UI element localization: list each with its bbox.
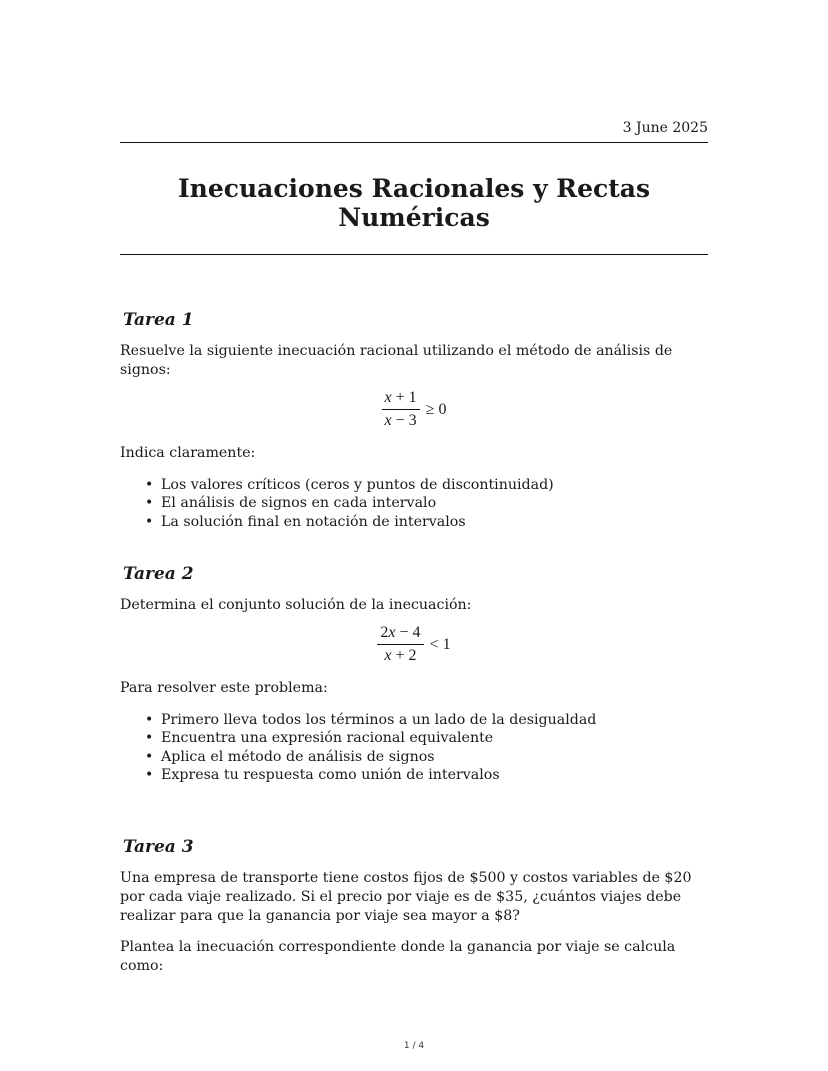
task-2-relation: < 1 (429, 635, 451, 653)
list-item: • Expresa tu respuesta como unión de intervalos (161, 766, 708, 784)
task-1-fraction (382, 389, 420, 430)
document-date: 3 June 2025 (622, 120, 708, 136)
task-2-denominator: x + 2 (384, 647, 417, 664)
task-2-heading: Tarea 2 (123, 564, 194, 584)
task-1-bullet-list (120, 476, 708, 531)
task-1-intro: Resuelve la siguiente inecuación racional utilizando el método de análisis de signos: (120, 343, 673, 378)
task-1-relation: ≥ 0 (425, 400, 447, 418)
task-3-heading: Tarea 3 (123, 837, 194, 857)
task-2-prompt: Para resolver este problema: (120, 680, 328, 696)
task-1-inequality (120, 389, 708, 430)
task-3-problem-text: Una empresa de transporte tiene costos fijos de $500 y costos variables de $20 por cada viaje realizado. Si el precio por viaje es de $35, ¿cuántos viajes debe realizar para que la ganancia por viaje sea mayor a $8? (120, 870, 692, 924)
list-item: • Los valores críticos (ceros y puntos de discontinuidad) (161, 476, 708, 494)
task-1-denominator: x − 3 (384, 412, 417, 429)
task-2-numerator: 2x − 4 (377, 624, 423, 645)
title-bottom-rule (120, 254, 708, 255)
task-2-intro: Determina el conjunto solución de la inecuación: (120, 597, 472, 613)
list-item: • Encuentra una expresión racional equivalente (161, 729, 708, 747)
task-2-fraction (377, 624, 423, 665)
task-2-inequality (120, 624, 708, 665)
task-1 (120, 310, 708, 531)
list-item: • La solución final en notación de intervalos (161, 513, 708, 531)
list-item: • El análisis de signos en cada intervalo (161, 494, 708, 512)
task-1-numerator: x + 1 (382, 389, 420, 410)
task-3-instruction: Plantea la inecuación correspondiente donde la ganancia por viaje se calcula como: (120, 939, 676, 974)
task-3 (120, 837, 708, 976)
task-2 (120, 564, 708, 784)
title-top-rule (120, 142, 708, 143)
document-title: Inecuaciones Racionales y Rectas Numéricas (177, 174, 651, 232)
task-1-prompt: Indica claramente: (120, 445, 256, 461)
list-item: • Aplica el método de análisis de signos (161, 748, 708, 766)
list-item: • Primero lleva todos los términos a un lado de la desigualdad (161, 711, 708, 729)
page-number: 1 / 4 (403, 1041, 425, 1051)
task-1-heading: Tarea 1 (123, 310, 194, 330)
task-2-bullet-list (120, 711, 708, 784)
